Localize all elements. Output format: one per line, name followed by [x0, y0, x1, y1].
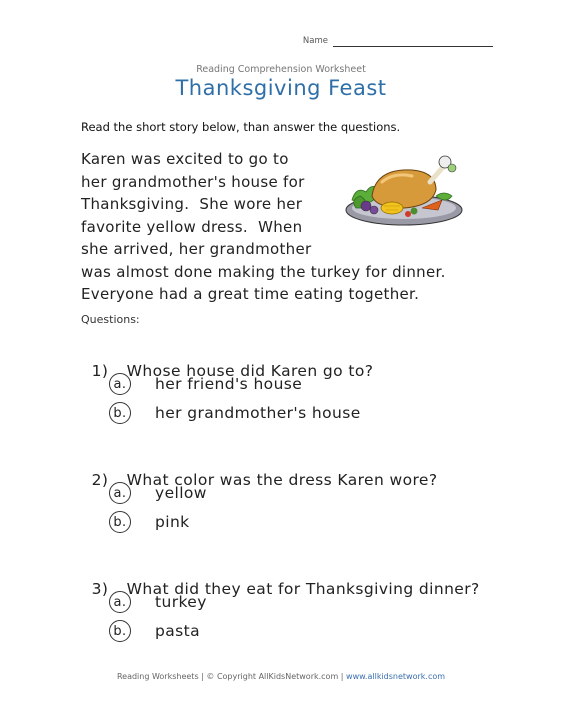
footer-separator: | [338, 672, 347, 681]
answer-option[interactable] [109, 373, 302, 395]
story-line: Everyone had a great time eating together. [81, 285, 420, 303]
question-text: What color was the dress Karen wore? [126, 471, 438, 489]
answer-letter-circle[interactable]: a. [109, 591, 131, 613]
name-label: Name [302, 36, 328, 46]
question-text: Whose house did Karen go to? [126, 362, 374, 380]
turkey-platter-illustration [344, 148, 466, 230]
answer-option[interactable] [109, 482, 207, 504]
name-line[interactable] [333, 46, 493, 47]
footer-website-link[interactable]: www.allkidsnetwork.com [346, 672, 446, 681]
answer-text: pasta [155, 622, 200, 640]
question-text: What did they eat for Thanksgiving dinner? [126, 580, 480, 598]
answer-option[interactable] [109, 511, 190, 533]
answer-text: pink [155, 513, 190, 531]
page-title: Thanksgiving Feast [175, 76, 387, 100]
story-line: was almost done making the turkey for dinner. [81, 262, 446, 281]
answer-option[interactable] [109, 402, 361, 424]
answer-letter-circle[interactable]: a. [109, 373, 131, 395]
answer-letter-circle[interactable]: b. [109, 402, 131, 424]
footer-reading-worksheets[interactable]: Reading Worksheets [116, 672, 199, 681]
footer [0, 672, 562, 681]
story-line: favorite yellow dress. When [81, 217, 303, 236]
footer-separator: | [198, 672, 207, 681]
question-number: 1) [91, 362, 109, 380]
answer-text: yellow [155, 484, 207, 502]
answer-option[interactable] [109, 620, 200, 642]
footer-copyright: © Copyright AllKidsNetwork.com [206, 672, 339, 681]
story-line: Thanksgiving. She wore her [81, 195, 303, 213]
story-line: Karen was excited to go to [81, 150, 289, 168]
instructions: Read the short story below, than answer the questions. [81, 120, 401, 134]
answer-text: her grandmother's house [155, 404, 361, 422]
story-line: her grandmother's house for [81, 172, 305, 191]
worksheet-subtitle: Reading Comprehension Worksheet [196, 64, 366, 75]
answer-text: turkey [155, 593, 207, 611]
answer-text: her friend's house [155, 375, 303, 393]
question-number: 2) [91, 471, 109, 489]
answer-letter-circle[interactable]: b. [109, 511, 131, 533]
story-line: she arrived, her grandmother [81, 240, 312, 258]
answer-letter-circle[interactable]: a. [109, 482, 131, 504]
answer-letter-circle[interactable]: b. [109, 620, 131, 642]
answer-option[interactable] [109, 591, 207, 613]
questions-heading: Questions: [81, 313, 140, 326]
question-number: 3) [91, 580, 109, 598]
name-field-row [0, 36, 493, 50]
